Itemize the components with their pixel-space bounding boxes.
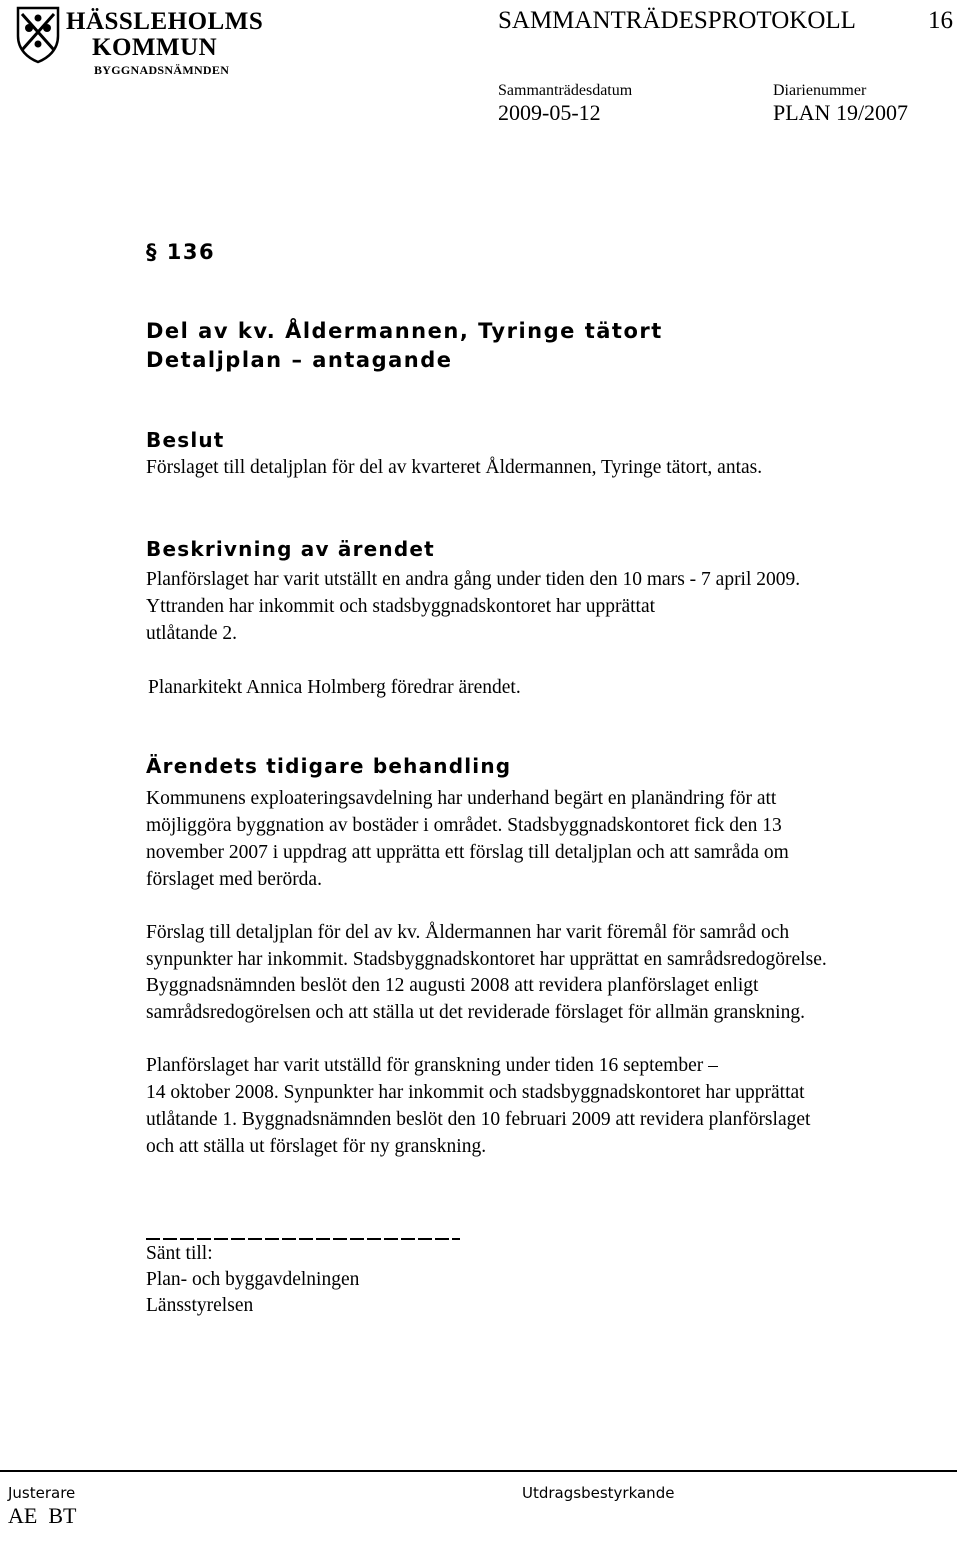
page-number: 16 — [928, 7, 953, 34]
org-name-line3: BYGGNADSNÄMNDEN — [94, 63, 230, 77]
beslut-text: Förslaget till detaljplan för del av kvarteret Åldermannen, Tyringe tätort, antas. — [146, 457, 763, 478]
diary-number: PLAN 19/2007 — [773, 100, 909, 125]
municipality-crest-icon — [16, 6, 60, 64]
tidigare-para2-line: Förslag till detaljplan för del av kv. Åldermannen har varit föremål för samråd och — [146, 922, 790, 943]
meeting-date-label: Sammanträdesdatum — [498, 82, 633, 99]
org-name-line1: HÄSSLEHOLMS — [66, 8, 264, 35]
section-title-line2: Detaljplan – antagande — [146, 348, 453, 372]
section-number: § 136 — [146, 240, 216, 264]
tidigare-para2-line: samrådsredogörelsen och att ställa ut det reviderade förslaget för allmän granskning. — [146, 1002, 805, 1023]
beskrivning-heading: Beskrivning av ärendet — [146, 537, 435, 561]
distribution-recipient: Plan- och byggavdelningen — [146, 1269, 360, 1290]
justerare-initials: AE BT — [8, 1503, 77, 1528]
beskrivning-line: Yttranden har inkommit och stadsbyggnadskontoret har upprättat — [146, 596, 656, 617]
tidigare-para1-line: möjliggöra byggnation av bostäder i området. Stadsbyggnadskontoret fick den 13 — [146, 815, 782, 836]
tidigare-para3-line: utlåtande 1. Byggnadsnämnden beslöt den 10 februari 2009 att revidera planförslaget — [146, 1109, 811, 1130]
tidigare-para1-line: Kommunens exploateringsavdelning har underhand begärt en planändring för att — [146, 788, 777, 809]
tidigare-para1-line: förslaget med berörda. — [146, 869, 322, 890]
tidigare-para3-line: Planförslaget har varit utställd för granskning under tiden 16 september – — [146, 1055, 718, 1076]
section-title-line1: Del av kv. Åldermannen, Tyringe tätort — [146, 319, 663, 343]
presenter-line: Planarkitekt Annica Holmberg föredrar ärendet. — [148, 677, 521, 698]
distribution-label: Sänt till: — [146, 1243, 213, 1264]
document-type: SAMMANTRÄDESPROTOKOLL — [498, 7, 856, 34]
tidigare-heading: Ärendets tidigare behandling — [146, 754, 512, 778]
meeting-date: 2009-05-12 — [498, 100, 601, 125]
distribution-recipient: Länsstyrelsen — [146, 1295, 254, 1316]
diary-number-label: Diarienummer — [773, 82, 867, 99]
tidigare-para1-line: november 2007 i uppdrag att upprätta ett förslag till detaljplan och att samråda om — [146, 842, 789, 863]
org-name-line2: KOMMUN — [92, 34, 218, 61]
footer-rule — [0, 1470, 957, 1472]
beslut-heading: Beslut — [146, 428, 225, 452]
beskrivning-line: Planförslaget har varit utställt en andra gång under tiden den 10 mars - 7 april 2009. — [146, 569, 801, 590]
justerare-label: Justerare — [8, 1484, 76, 1502]
tidigare-para3-line: 14 oktober 2008. Synpunkter har inkommit och stadsbyggnadskontoret har upprättat — [146, 1082, 805, 1103]
tidigare-para2-line: synpunkter har inkommit. Stadsbyggnadskontoret har upprättat en samrådsredogörelse. — [146, 949, 827, 970]
tidigare-para2-line: Byggnadsnämnden beslöt den 12 augusti 2008 att revidera planförslaget enligt — [146, 975, 759, 996]
utdragsbestyrkande-label: Utdragsbestyrkande — [522, 1484, 675, 1502]
tidigare-para3-line: och att ställa ut förslaget för ny granskning. — [146, 1136, 487, 1157]
beskrivning-line: utlåtande 2. — [146, 623, 237, 644]
